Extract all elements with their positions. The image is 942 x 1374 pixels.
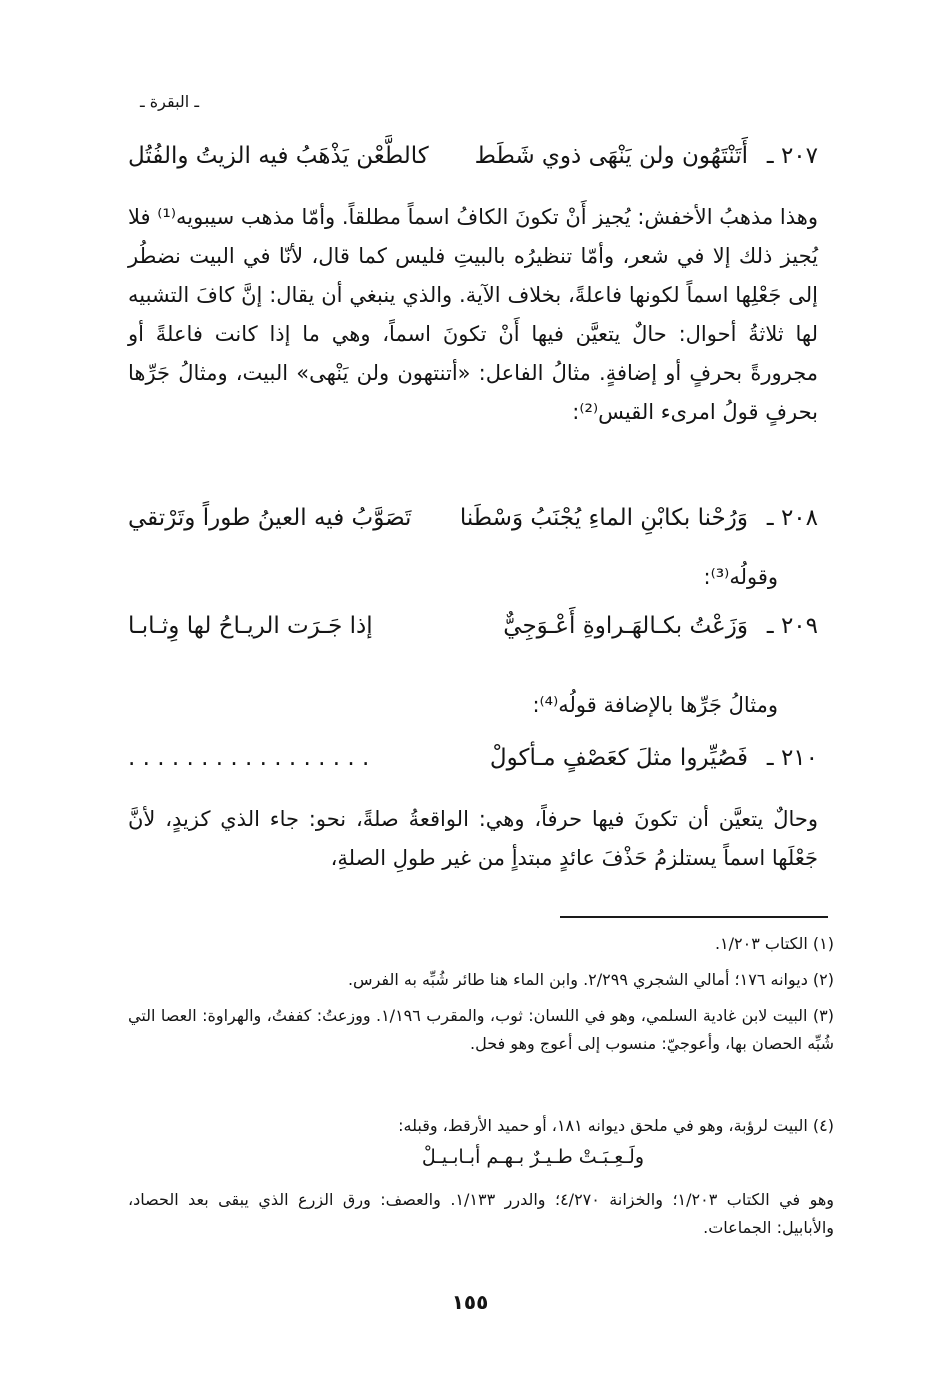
verse-208 bbox=[128, 498, 818, 538]
verse-207 bbox=[128, 136, 818, 176]
page-number: ١٥٥ bbox=[451, 1290, 489, 1314]
footnote-separator bbox=[560, 916, 828, 918]
verse-second-hemistich: تَصَوَّبُ فيه العينُ طوراً وتَرْتقي bbox=[128, 505, 412, 531]
verse-second-hemistich: كالطَّعْن يَذْهَبُ فيه الزيتُ والفُتُل bbox=[128, 143, 429, 169]
verse-first-hemistich: وَرُحْنا بكابْنِ الماءِ يُجْنَبُ وَسْطَنا bbox=[459, 505, 748, 531]
body-paragraph: ومثالُ جَرِّها بالإضافة قولُه⁽⁴⁾: bbox=[532, 693, 778, 717]
verse-number: ٢١٠ ـ bbox=[766, 745, 818, 771]
footnote-4-verse: ولَـعِـبَـتْ طـيـرٌ بـهـم أبـابـيـلْ bbox=[421, 1146, 644, 1168]
verse-number: ٢٠٧ ـ bbox=[766, 143, 818, 169]
footnote-3: (٣) البيت لابن غادية السلمي، وهو في اللسان: ثوب، والمقرب ١/١٩٦. ووزعتُ: كففتُ، والهراوة: العصا التي شُبِّه الحصان بها، وأعوجيّ: منسوب إلى أعوج وهو فحل. bbox=[128, 1006, 834, 1053]
footnote-4: (٤) البيت لرؤبة، وهو في ملحق ديوانه ١٨١، أو حميد الأرقط، وقبله: bbox=[398, 1116, 834, 1135]
body-paragraph: وهذا مذهبُ الأخفش: يُجيز أَنْ تكونَ الكافُ اسماً مطلقاً. وأمّا مذهب سيبويه⁽¹⁾ فلا يُجيز ذلك إلا في شعر، وأمّا تنظيرُه بالبيتِ فليس كما قال، لأنّا في البيت نضطُر إلى جَعْلِها اسماً لكونها فاعلةً، بخلاف الآية. والذي ينبغي أن يقال: إنَّ كافَ التشبيه لها ثلاثةُ أحوال: حالٌ يتعيَّن فيها أَنْ تكونَ اسماً، وهي ما إذا كانت فاعلةً أو مجرورةً بحرفٍ أو إضافةٍ. مثالُ الفاعل: «أتنتهون ولن يَنْهى» البيت، ومثالُ جَرِّها بحرفٍ قولُ امرىء القيس⁽²⁾: bbox=[128, 205, 818, 424]
verse-number: ٢٠٩ ـ bbox=[766, 613, 818, 639]
footnote-1: (١) الكتاب ١/٢٠٣. bbox=[714, 934, 834, 953]
verse-first-hemistich: فَصُيِّروا مثلَ كعَصْفٍ مـأكولْ bbox=[489, 745, 748, 771]
verse-second-hemistich: إذا جَـرَت الريـاحُ لها وِثـابـا bbox=[128, 613, 373, 639]
body-paragraph: وقولُه⁽³⁾: bbox=[703, 565, 778, 589]
running-head: ـ البقرة ـ bbox=[140, 92, 199, 111]
verse-ellipsis: . . . . . . . . . . . . . . . . . bbox=[128, 745, 370, 771]
verse-209 bbox=[128, 606, 818, 646]
body-paragraph: وحالٌ يتعيَّن أن تكونَ فيها حرفاً، وهي: الواقعةُ صلةً، نحو: جاء الذي كزيدٍ، لأنَّ جَعْلَها اسماً يستلزمُ حَذْفَ عائدٍ مبتدأٍ من غير طولِ الصلةِ، bbox=[128, 807, 818, 870]
footnote-2: (٢) ديوانه ١٧٦؛ أمالي الشجري ٢/٢٩٩. وابن الماء هنا طائر شُبِّه به الفرس. bbox=[347, 970, 834, 989]
verse-number: ٢٠٨ ـ bbox=[766, 505, 818, 531]
verse-first-hemistich: وَزَعْتُ بكـالهَـراوةِ أَعْـوَجِيٌّ bbox=[503, 613, 748, 639]
verse-first-hemistich: أَتَنْتَهُون ولن يَنْهَى ذوي شَطَط bbox=[474, 143, 748, 169]
footnote-4-continuation: وهو في الكتاب ١/٢٠٣؛ والخزانة ٤/٢٧٠؛ والدرر ١/١٣٣. والعصف: ورق الزرع الذي يبقى بعد الحصاد، والأبابيل: الجماعات. bbox=[128, 1190, 835, 1237]
verse-210 bbox=[128, 738, 818, 778]
